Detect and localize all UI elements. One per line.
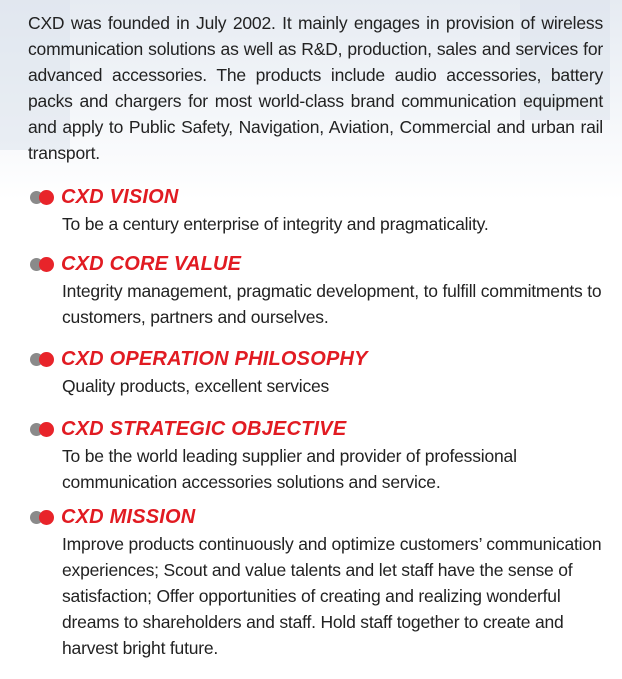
section-header (30, 347, 605, 371)
red-dot (39, 352, 54, 367)
section-title: CXD STRATEGIC OBJECTIVE (61, 417, 347, 440)
company-intro: CXD was founded in July 2002. It mainly engages in provision of wireless communication solutions as well as R&D, production, sales and services for advanced accessories. The products include audio accessories, battery packs and chargers for most world-class brand communication equipment and apply to Public Safety, Navigation, Aviation, Commercial and urban rail transport. (28, 13, 603, 163)
section-text: Quality products, excellent services (62, 376, 330, 396)
section-header (30, 252, 605, 276)
section-strategic-objective (30, 417, 605, 495)
section-vision (30, 185, 605, 237)
red-dot (39, 190, 54, 205)
red-dot (39, 257, 54, 272)
section-text: Integrity management, pragmatic development, to fulfill commitments to customers, partners and ourselves. (62, 281, 602, 327)
section-header (30, 417, 605, 441)
double-dot-bullet-icon (30, 256, 56, 272)
double-dot-bullet-icon (30, 421, 56, 437)
double-dot-bullet-icon (30, 189, 56, 205)
section-header (30, 185, 605, 209)
double-dot-bullet-icon (30, 351, 56, 367)
section-operation-philosophy (30, 347, 605, 399)
section-title: CXD OPERATION PHILOSOPHY (61, 347, 368, 370)
section-core-value (30, 252, 605, 330)
section-text: To be the world leading supplier and provider of professional communication accessories solutions and service. (62, 446, 517, 492)
section-text: To be a century enterprise of integrity and pragmaticality. (62, 214, 489, 234)
double-dot-bullet-icon (30, 509, 56, 525)
section-title: CXD VISION (61, 185, 179, 208)
red-dot (39, 422, 54, 437)
section-title: CXD MISSION (61, 505, 196, 528)
section-text: Improve products continuously and optimize customers’ communication experiences; Scout and value talents and let staff have the sense of satisfaction; Offer opportunities of creating and realizing wonderful dreams to shareholders and staff. Hold staff together to create and harvest bright future. (62, 534, 602, 658)
section-title: CXD CORE VALUE (61, 252, 242, 275)
section-mission (30, 505, 605, 661)
section-header (30, 505, 605, 529)
red-dot (39, 510, 54, 525)
